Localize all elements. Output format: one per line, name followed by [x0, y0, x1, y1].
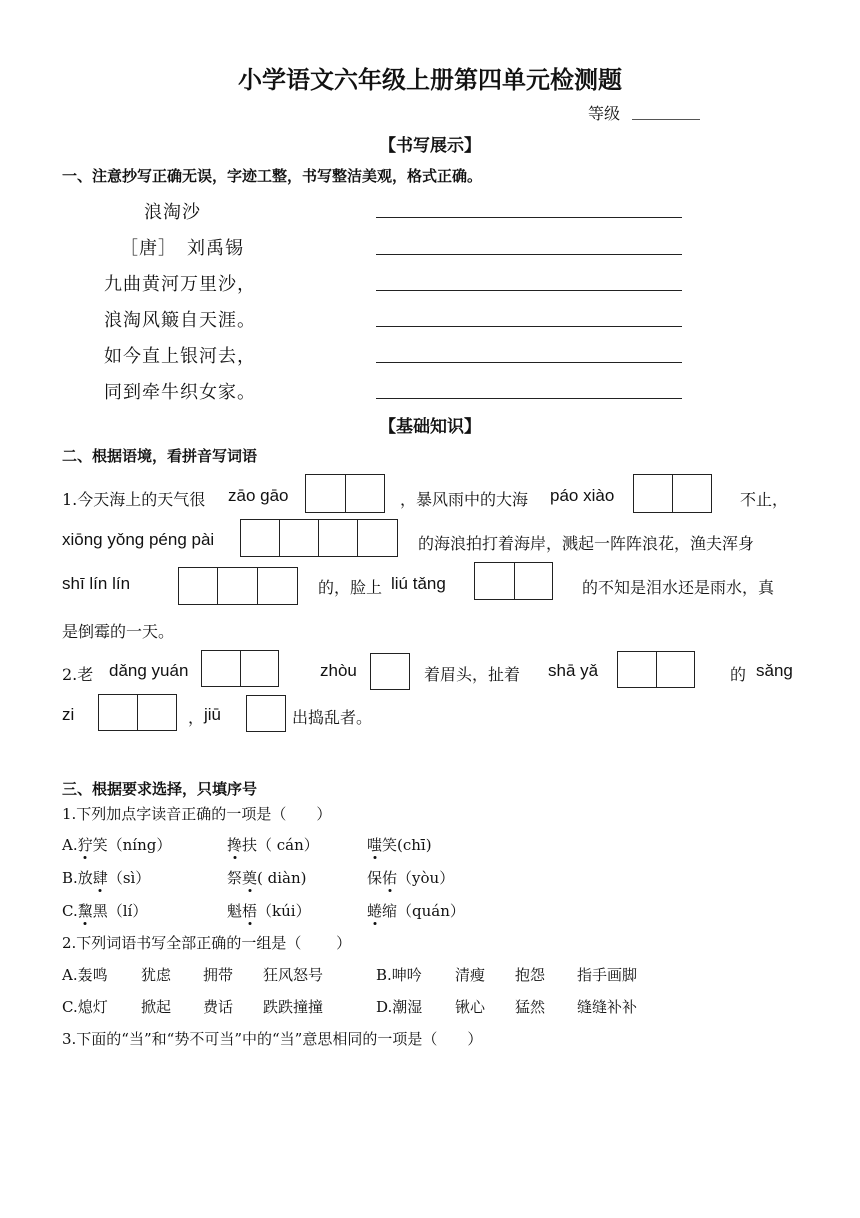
option-C-1[interactable]: C.黧黑（lí）	[62, 902, 148, 920]
poem-line: 浪淘风簸自天涯。	[104, 310, 256, 331]
question-2-heading: 二、根据语境，看拼音写词语	[62, 447, 258, 465]
option-B-3[interactable]: 保佑（yòu）	[367, 869, 455, 887]
q3-1-question: 1.下列加点字读音正确的一项是（ ）	[62, 805, 332, 823]
section-header-writing: 【书写展示】	[379, 136, 481, 156]
pinyin: zi	[62, 705, 75, 724]
copy-writing-line[interactable]	[376, 362, 682, 363]
q2-text: 不止，	[740, 490, 789, 509]
option-B-word[interactable]: B.呻吟	[376, 966, 422, 984]
copy-writing-line[interactable]	[376, 398, 682, 399]
pinyin: shī lín lín	[62, 574, 131, 593]
q2-text: 的	[730, 665, 747, 684]
option-C-word: 掀起	[141, 998, 172, 1016]
copy-writing-line[interactable]	[376, 217, 682, 218]
q2-text: 的不知是泪水还是雨水，真	[582, 578, 775, 597]
pinyin: páo xiào	[550, 486, 615, 505]
option-A-3[interactable]: 嗤笑(chī)	[367, 836, 432, 854]
pinyin: zhòu	[320, 661, 357, 680]
q2-text: 的，脸上	[318, 578, 383, 597]
grade-label: 等级	[588, 104, 621, 123]
option-D-word: 锹心	[455, 998, 486, 1016]
option-B-word: 清瘦	[455, 966, 486, 984]
option-A-2[interactable]: 搀扶（ cán）	[227, 836, 319, 854]
answer-box-2char[interactable]	[201, 650, 279, 687]
q3-2-question: 2.下列词语书写全部正确的一组是（ ）	[62, 934, 352, 952]
question-1-heading: 一、注意抄写正确无误，字迹工整，书写整洁美观，格式正确。	[62, 167, 483, 185]
poem-line: 同到牵牛织女家。	[104, 382, 256, 403]
poem-author: ［唐］ 刘禹锡	[120, 238, 244, 259]
pinyin: liú tǎng	[391, 574, 446, 593]
q2-text: 1.今天海上的天气很	[62, 490, 206, 509]
option-B-word: 抱怨	[515, 966, 546, 984]
poem-title: 浪淘沙	[144, 202, 201, 223]
option-D-word: 缝缝补补	[577, 998, 638, 1016]
option-B-1[interactable]: B.放肆（sì）	[62, 869, 151, 887]
option-C-word: 跌跌撞撞	[263, 998, 324, 1016]
pinyin: dǎng yuán	[109, 661, 189, 680]
option-B-word: 指手画脚	[577, 966, 638, 984]
copy-writing-line[interactable]	[376, 290, 682, 291]
q3-3-question: 3.下面的“当”和“势不可当”中的“当”意思相同的一项是（ ）	[62, 1030, 483, 1048]
pinyin: zāo gāo	[228, 486, 289, 505]
question-3-heading: 三、根据要求选择，只填序号	[62, 780, 258, 798]
option-B-2[interactable]: 祭奠( diàn)	[227, 869, 307, 887]
q2-text: 是倒霉的一天。	[62, 622, 175, 641]
q2-text: 出捣乱者。	[292, 708, 373, 727]
answer-box-3char[interactable]	[178, 567, 298, 605]
q2-text: ，	[188, 708, 205, 727]
answer-box-2char[interactable]	[474, 562, 553, 600]
grade-blank[interactable]	[632, 119, 700, 120]
option-C-word[interactable]: C.熄灯	[62, 998, 108, 1016]
option-A-word: 拥带	[203, 966, 234, 984]
option-A-word[interactable]: A.轰鸣	[62, 966, 108, 984]
answer-box-2char[interactable]	[98, 694, 177, 731]
answer-box-4char[interactable]	[240, 519, 398, 557]
option-D-word: 猛然	[515, 998, 546, 1016]
page-title: 小学语文六年级上册第四单元检测题	[238, 66, 622, 94]
answer-box-1char[interactable]	[246, 695, 286, 732]
pinyin: jiū	[204, 705, 222, 724]
option-A-word: 犹虑	[141, 966, 172, 984]
q2-text: 的海浪拍打着海岸，溅起一阵阵浪花，渔夫浑身	[418, 534, 755, 553]
pinyin: sǎng	[756, 661, 793, 680]
option-D-word[interactable]: D.潮湿	[376, 998, 423, 1016]
q2-text: ，暴风雨中的大海	[400, 490, 529, 509]
answer-box-2char[interactable]	[305, 474, 385, 513]
option-C-2[interactable]: 魁梧（kúi）	[227, 902, 311, 920]
option-A-1[interactable]: A.狞笑（níng）	[62, 836, 172, 854]
copy-writing-line[interactable]	[376, 326, 682, 327]
option-C-3[interactable]: 蜷缩（quán）	[367, 902, 465, 920]
poem-line: 如今直上银河去，	[104, 346, 256, 367]
section-header-basic: 【基础知识】	[379, 417, 481, 437]
answer-box-2char[interactable]	[617, 651, 695, 688]
q2-text: 2.老	[62, 665, 94, 684]
option-A-word: 狂风怒号	[263, 966, 324, 984]
q2-text: 着眉头，扯着	[424, 665, 521, 684]
answer-box-2char[interactable]	[633, 474, 712, 513]
answer-box-1char[interactable]	[370, 653, 410, 690]
option-C-word: 费话	[203, 998, 234, 1016]
pinyin: xiōng yǒng péng pài	[62, 530, 215, 549]
copy-writing-line[interactable]	[376, 254, 682, 255]
poem-line: 九曲黄河万里沙，	[104, 274, 256, 295]
pinyin: shā yǎ	[548, 661, 599, 680]
